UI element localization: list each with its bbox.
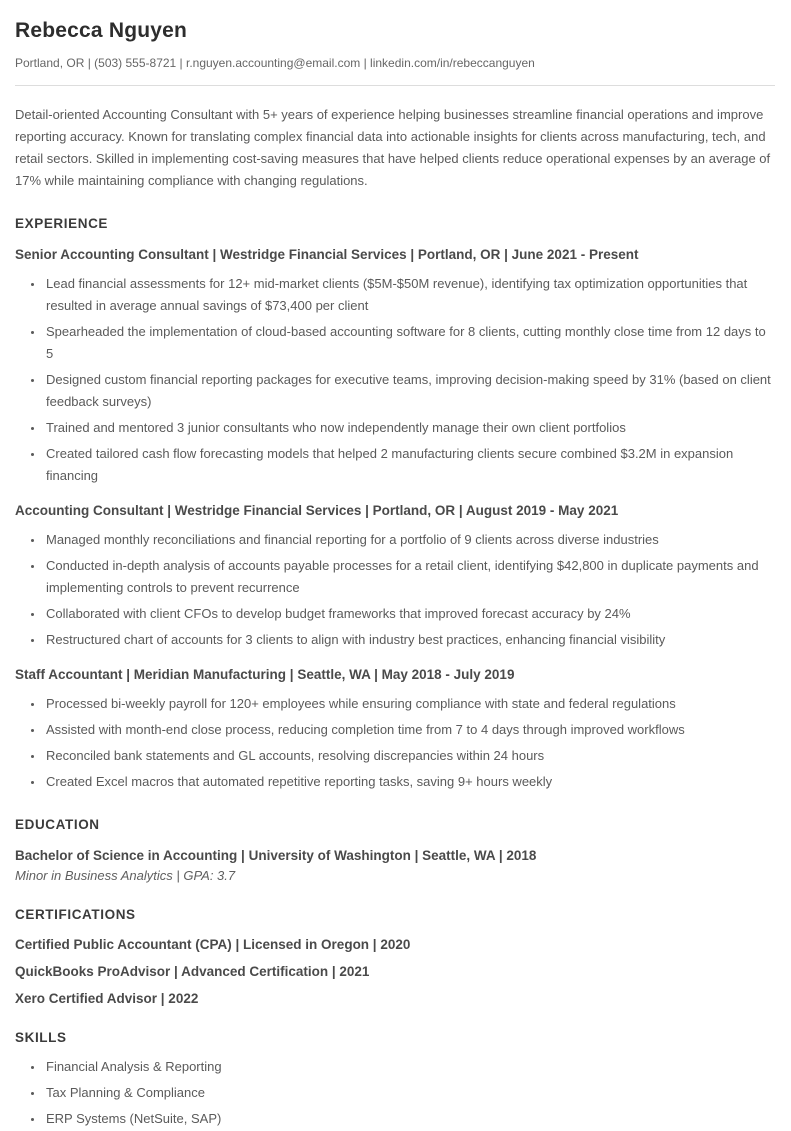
skill-item: • Tax Planning & Compliance xyxy=(44,1082,775,1104)
education-degree: Bachelor of Science in Accounting | University of Washington | Seattle, WA | 2018 xyxy=(15,848,537,863)
certification-item: QuickBooks ProAdvisor | Advanced Certification | 2021 xyxy=(15,964,370,979)
job-title: Staff Accountant | Meridian Manufacturing | Seattle, WA | May 2018 - July 2019 xyxy=(15,667,515,682)
section-heading-experience: EXPERIENCE xyxy=(15,216,109,231)
job-bullet: • Managed monthly reconciliations and financial reporting for a portfolio of 9 clients across diverse industries xyxy=(44,529,775,551)
contact-info-line: Portland, OR | (503) 555-8721 | r.nguyen.accounting@email.com | linkedin.com/in/rebeccanguyen xyxy=(15,56,535,70)
candidate-name: Rebecca Nguyen xyxy=(15,19,188,42)
certification-item: Xero Certified Advisor | 2022 xyxy=(15,991,199,1006)
job-bullet: • Assisted with month-end close process, reducing completion time from 7 to 4 days through improved workflows xyxy=(44,719,775,741)
job-bullet: • Trained and mentored 3 junior consultants who now independently manage their own client portfolios xyxy=(44,417,775,439)
job-title: Senior Accounting Consultant | Westridge Financial Services | Portland, OR | June 2021 - Present xyxy=(15,247,639,262)
section-heading-skills: SKILLS xyxy=(15,1030,67,1045)
certification-item: Certified Public Accountant (CPA) | Licensed in Oregon | 2020 xyxy=(15,937,411,952)
job-title: Accounting Consultant | Westridge Financial Services | Portland, OR | August 2019 - May 2021 xyxy=(15,503,619,518)
job-bullet-list xyxy=(15,273,775,487)
job-bullet: • Spearheaded the implementation of cloud-based accounting software for 8 clients, cutting monthly close time from 12 days to 5 xyxy=(44,321,775,365)
skill-item: • ERP Systems (NetSuite, SAP) xyxy=(44,1108,775,1130)
job-bullet-list xyxy=(15,693,775,793)
job-bullet: • Collaborated with client CFOs to develop budget frameworks that improved forecast accuracy by 24% xyxy=(44,603,775,625)
job-bullet: • Conducted in-depth analysis of accounts payable processes for a retail client, identifying $42,800 in duplicate payments and implementing controls to prevent recurrence xyxy=(44,555,775,599)
education-details: Minor in Business Analytics | GPA: 3.7 xyxy=(15,868,236,883)
job-bullet: • Designed custom financial reporting packages for executive teams, improving decision-making speed by 31% (based on client feedback surveys) xyxy=(44,369,775,413)
section-heading-education: EDUCATION xyxy=(15,817,100,832)
job-bullet: • Created Excel macros that automated repetitive reporting tasks, saving 9+ hours weekly xyxy=(44,771,775,793)
job-bullet-list xyxy=(15,529,775,651)
job-bullet: • Lead financial assessments for 12+ mid-market clients ($5M-$50M revenue), identifying tax optimization opportunities that resulted in average annual savings of $73,400 per client xyxy=(44,273,775,317)
section-heading-certifications: CERTIFICATIONS xyxy=(15,907,136,922)
job-bullet: • Processed bi-weekly payroll for 120+ employees while ensuring compliance with state and federal regulations xyxy=(44,693,775,715)
job-bullet: • Restructured chart of accounts for 3 clients to align with industry best practices, enhancing financial visibility xyxy=(44,629,775,651)
job-bullet: • Reconciled bank statements and GL accounts, resolving discrepancies within 24 hours xyxy=(44,745,775,767)
job-bullet: • Created tailored cash flow forecasting models that helped 2 manufacturing clients secure combined $3.2M in expansion financing xyxy=(44,443,775,487)
skill-item: • Financial Analysis & Reporting xyxy=(44,1056,775,1078)
certification-list xyxy=(15,937,775,1006)
header-divider xyxy=(15,85,775,86)
skills-list xyxy=(15,1056,775,1130)
professional-summary: Detail-oriented Accounting Consultant with 5+ years of experience helping businesses streamline financial operations and improve reporting accuracy. Known for translating complex financial data into actionable insights for clients across manufacturing, tech, and retail sectors. Skilled in implementing cost-saving measures that have helped clients reduce operational expenses by an average of 17% while maintaining compliance with changing regulations. xyxy=(15,107,771,188)
